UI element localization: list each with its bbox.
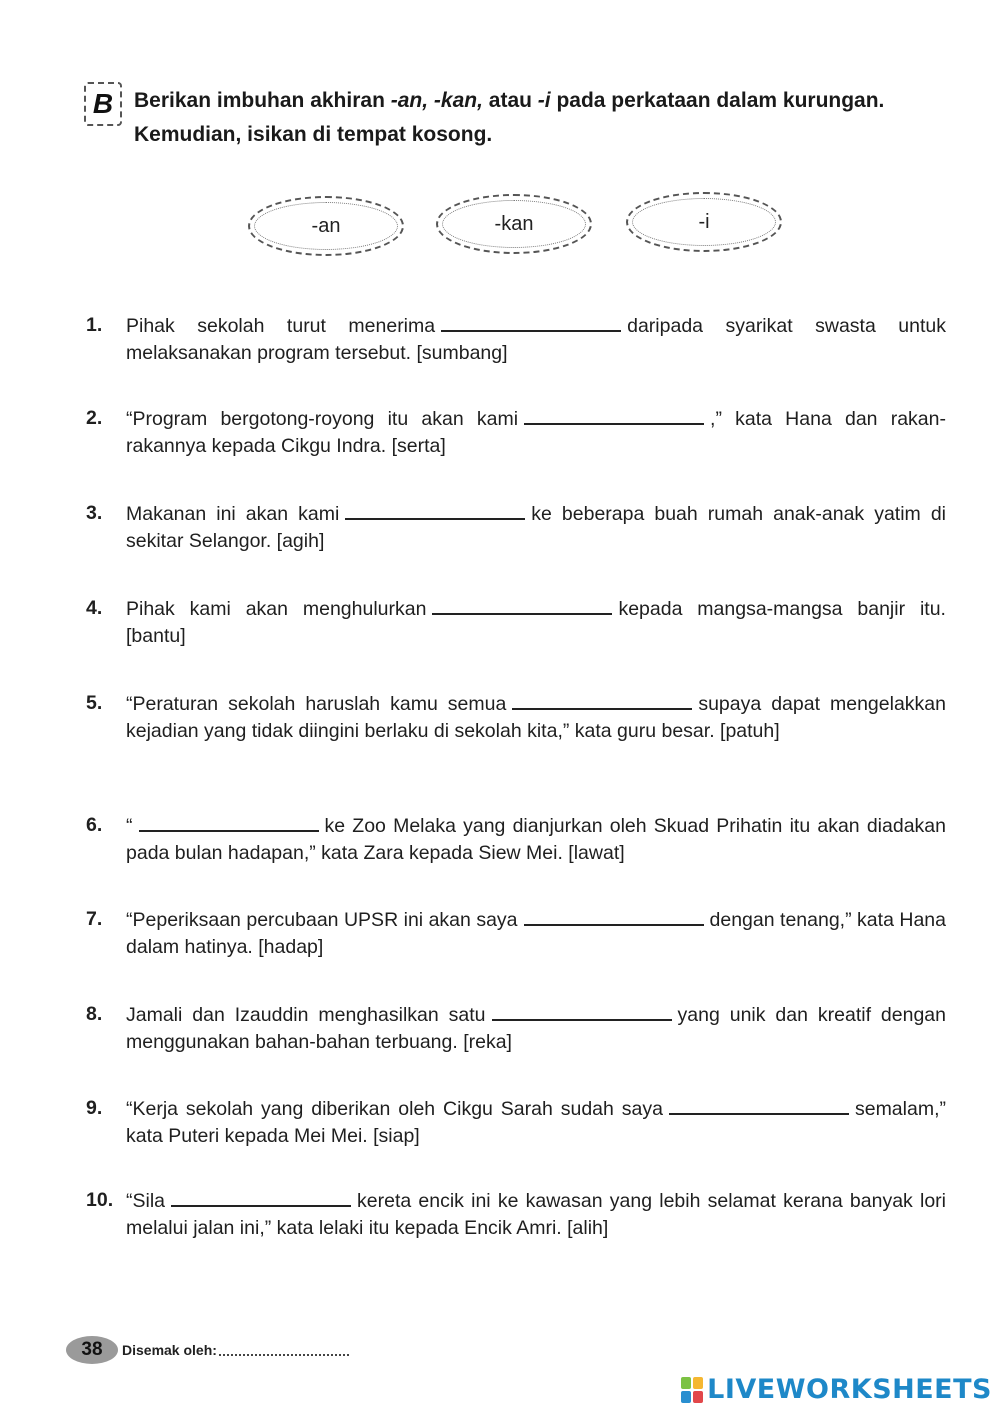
instruction: Berikan imbuhan akhiran -an, -kan, atau -i pada perkataan dalam kurungan. Kemudian, isikan di tempat kosong. (134, 89, 885, 146)
liveworksheets-logo-icon (681, 1377, 703, 1403)
answer-blank-10[interactable] (171, 1187, 351, 1207)
question-2: 2. “Program bergotong-royong itu akan kami ,” kata Hana dan rakan-rakannya kepada Cikgu Indra. [serta] (86, 407, 946, 457)
question-9: 9. “Kerja sekolah yang diberikan oleh Cikgu Sarah sudah saya semalam,” kata Puteri kepada Mei Mei. [siap] (86, 1097, 946, 1147)
answer-blank-6[interactable] (139, 812, 319, 832)
answer-blank-7[interactable] (524, 906, 704, 926)
watermark (681, 1374, 992, 1405)
question-3: 3. Makanan ini akan kami ke beberapa buah rumah anak-anak yatim di sekitar Selangor. [agih] (86, 502, 946, 552)
question-number: 5. (86, 692, 103, 714)
suffix-kan: -kan (436, 194, 592, 254)
watermark-text: LIVEWORKSHEETS (707, 1374, 992, 1405)
question-8: 8. Jamali dan Izauddin menghasilkan satu yang unik dan kreatif dengan menggunakan bahan-bahan terbuang. [reka] (86, 1003, 946, 1053)
section-badge: B (84, 82, 122, 126)
answer-blank-8[interactable] (492, 1001, 672, 1021)
suffix-i: -i (626, 192, 782, 252)
question-number: 10. (86, 1189, 114, 1211)
question-number: 2. (86, 407, 103, 429)
signature-line (219, 1344, 349, 1356)
question-4: 4. Pihak kami akan menghulurkan kepada mangsa-mangsa banjir itu. [bantu] (86, 597, 946, 647)
question-5: 5. “Peraturan sekolah haruslah kamu semua supaya dapat mengelakkan kejadian yang tidak diingini berlaku di sekolah kita,” kata guru besar. [patuh] (86, 692, 946, 742)
question-number: 4. (86, 597, 103, 619)
question-1: 1. Pihak sekolah turut menerima daripada syarikat swasta untuk melaksanakan program tersebut. [sumbang] (86, 314, 946, 364)
question-number: 8. (86, 1003, 103, 1025)
answer-blank-1[interactable] (441, 312, 621, 332)
checked-by-label: Disemak oleh: (122, 1342, 217, 1358)
question-number: 7. (86, 908, 103, 930)
answer-blank-3[interactable] (345, 500, 525, 520)
answer-blank-4[interactable] (432, 595, 612, 615)
question-number: 6. (86, 814, 103, 836)
question-number: 3. (86, 502, 103, 524)
question-7: 7. “Peperiksaan percubaan UPSR ini akan saya dengan tenang,” kata Hana dalam hatinya. [hadap] (86, 908, 946, 958)
answer-blank-9[interactable] (669, 1095, 849, 1115)
answer-blank-2[interactable] (524, 405, 704, 425)
question-10: 10. “Sila kereta encik ini ke kawasan yang lebih selamat kerana banyak lori melalui jalan ini,” kata lelaki itu kepada Encik Amri. [alih] (86, 1189, 946, 1239)
question-number: 1. (86, 314, 103, 336)
question-6: 6. “ ke Zoo Melaka yang dianjurkan oleh Skuad Prihatin itu akan diadakan pada bulan hadapan,” kata Zara kepada Siew Mei. [lawat] (86, 814, 946, 864)
answer-blank-5[interactable] (512, 690, 692, 710)
page-number: 38 (66, 1336, 118, 1364)
question-number: 9. (86, 1097, 103, 1119)
suffix-options (0, 190, 1000, 260)
page-footer (66, 1336, 349, 1364)
suffix-an: -an (248, 196, 404, 256)
